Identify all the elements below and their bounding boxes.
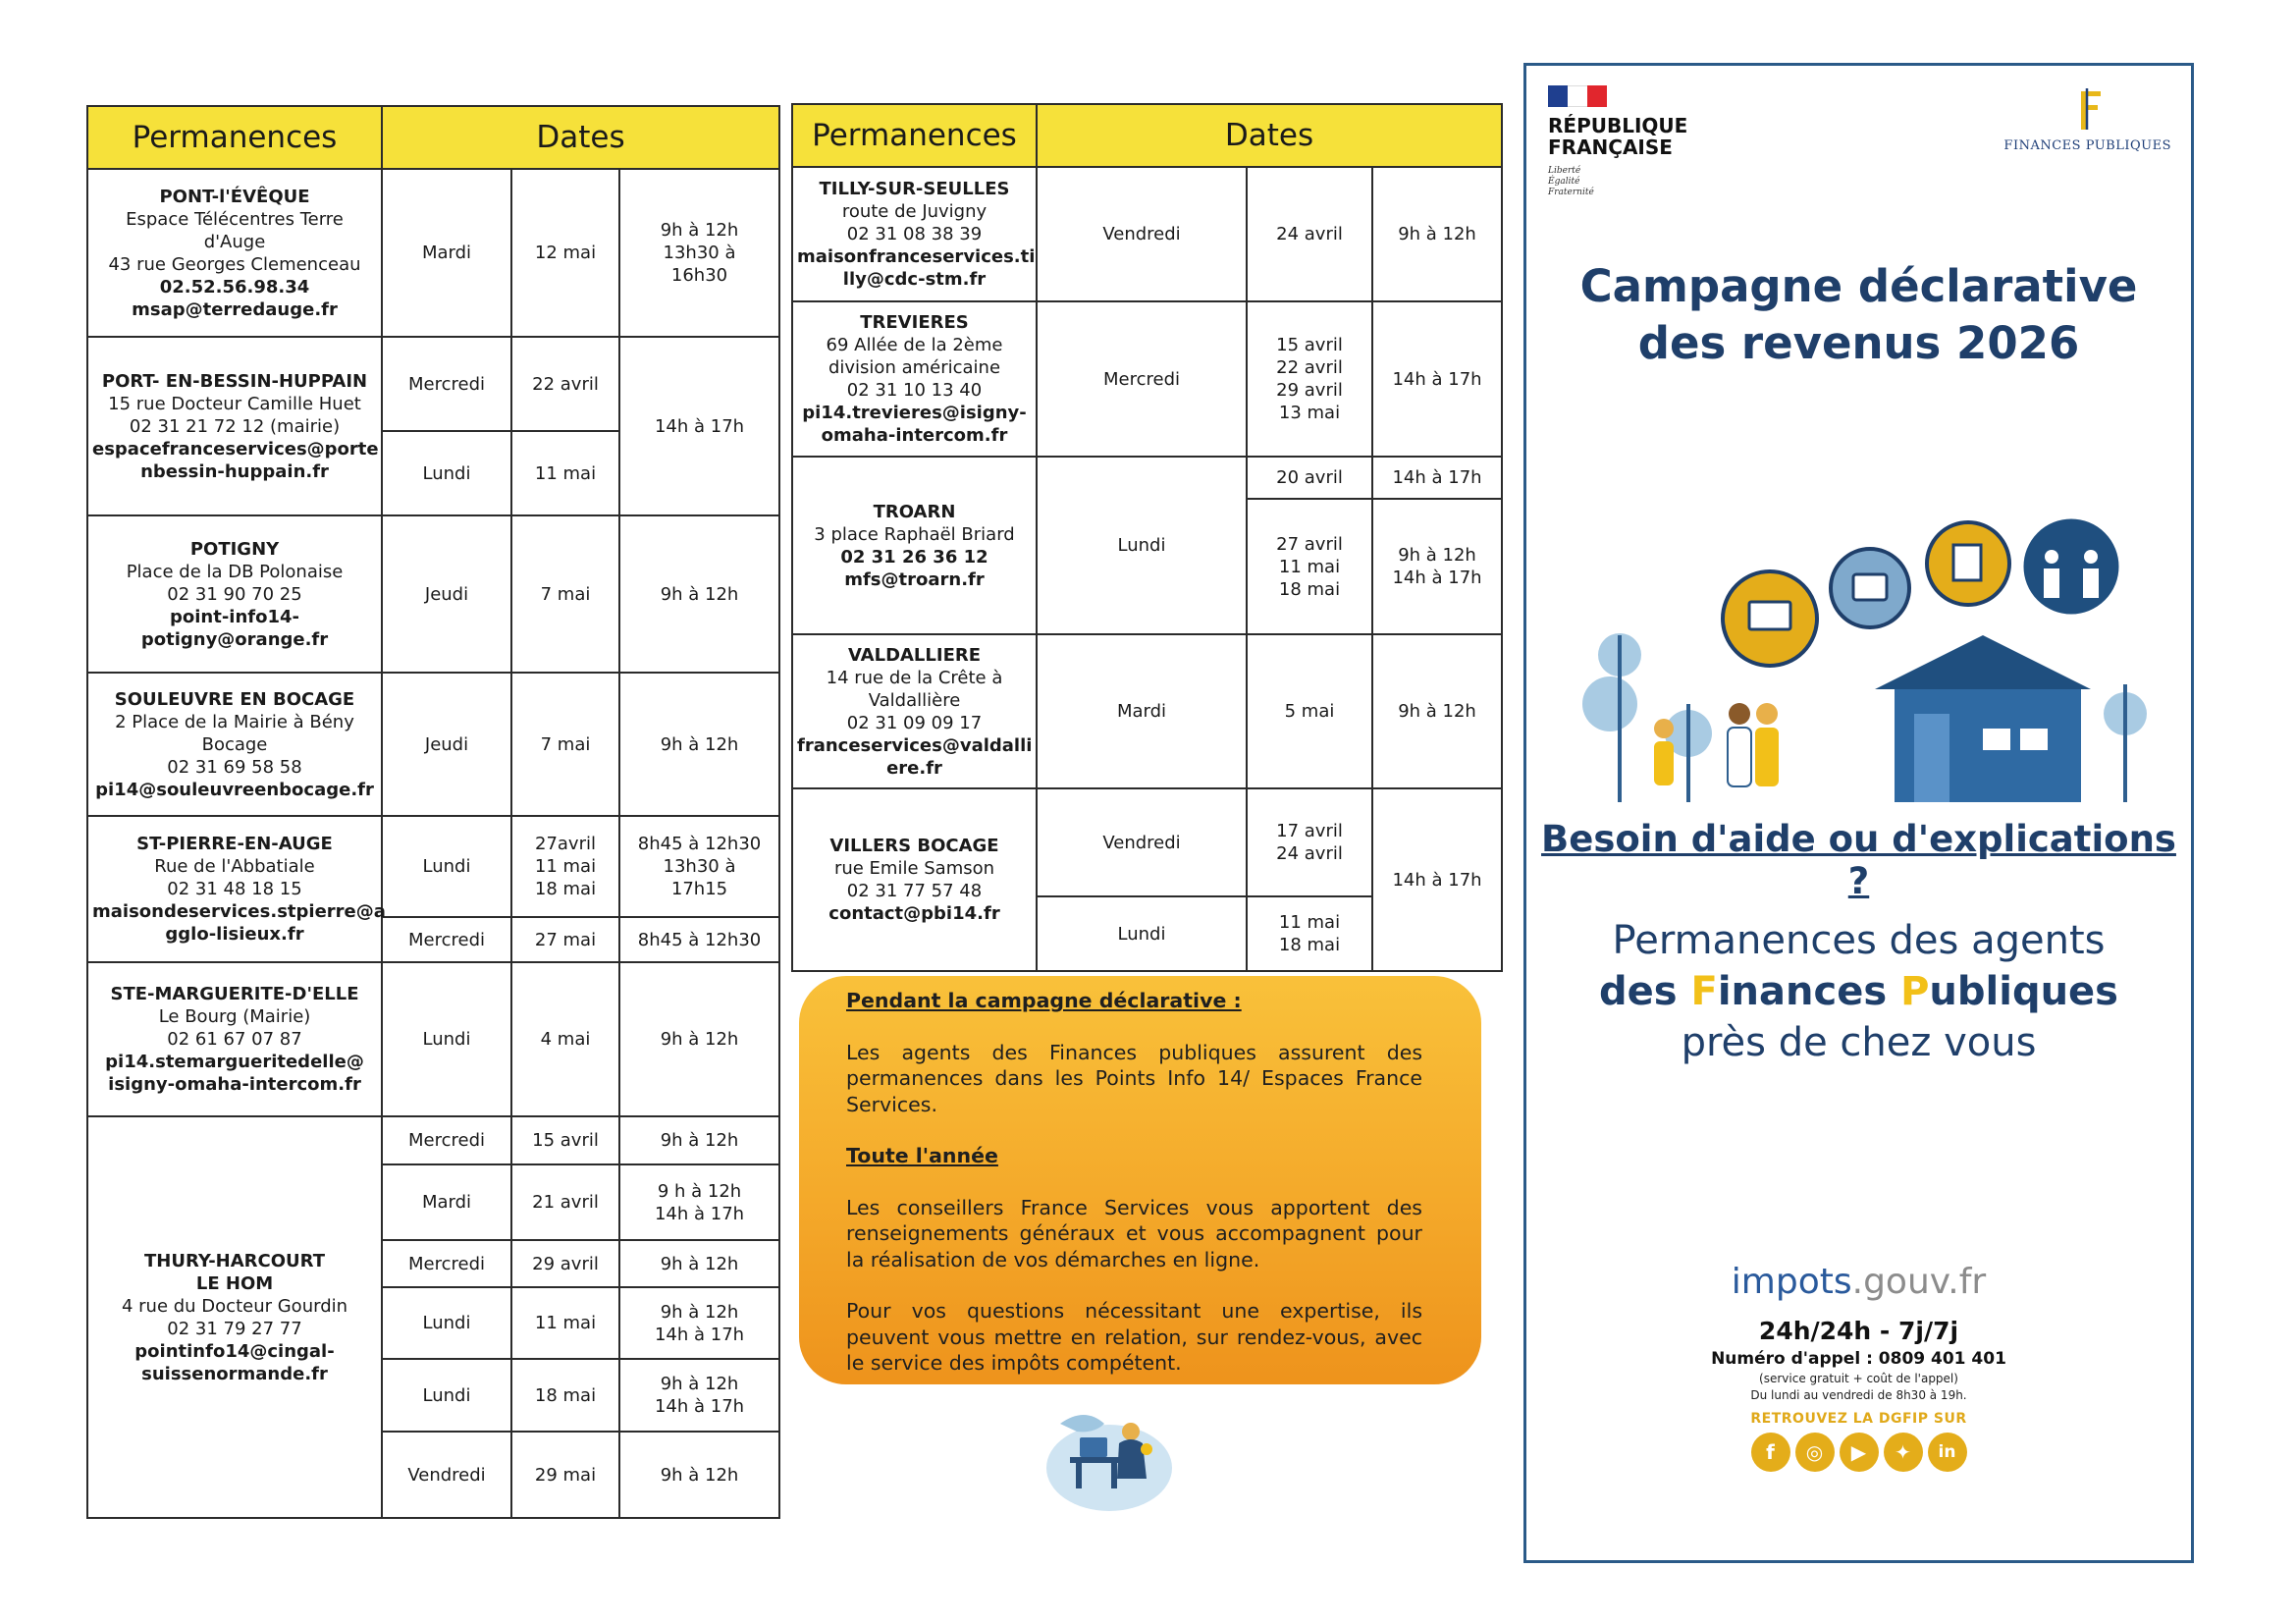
date-cell: 22 avril (511, 337, 619, 431)
day-cell: Lundi (1037, 896, 1247, 971)
hours-cell: 14h à 17h (619, 337, 779, 515)
dgfip-social-heading: RETROUVEZ LA DGFIP SUR (1750, 1411, 1967, 1427)
facebook-icon[interactable]: f (1751, 1433, 1790, 1472)
date-cell: 27avril 11 mai 18 mai (511, 816, 619, 917)
day-cell: Vendredi (382, 1432, 511, 1518)
agent-at-desk-illustration (1041, 1394, 1178, 1512)
phone-number: Numéro d'appel : 0809 401 401 (1711, 1349, 2006, 1369)
impots-gouv-link[interactable]: impots.gouv.fr (1731, 1262, 1987, 1302)
hours-cell: 9h à 12h (619, 515, 779, 673)
location-potigny: POTIGNY Place de la DB Polonaise 02 31 90 70 25 point-info14- potigny@orange.fr (87, 515, 382, 673)
date-cell: 11 mai (511, 1287, 619, 1359)
day-cell: Jeudi (382, 673, 511, 816)
permanences-table-left (86, 105, 780, 1519)
hours-cell: 9h à 12h 13h30 à 16h30 (619, 169, 779, 337)
availability-hours: 24h/24h - 7j/7j (1758, 1317, 1959, 1345)
info-heading-year: Toute l'année (846, 1144, 998, 1167)
day-cell: Mercredi (382, 337, 511, 431)
location-trevieres: TREVIERES 69 Allée de la 2ème division américaine 02 31 10 13 40 pi14.trevieres@isigny- omaha-intercom.fr (792, 301, 1037, 457)
hours-cell: 9 h à 12h 14h à 17h (619, 1164, 779, 1240)
date-cell: 18 mai (511, 1359, 619, 1432)
location-pont-leveque: PONT-l'ÉVÊQUE Espace Télécentres Terre d'Auge 43 rue Georges Clemenceau 02.52.56.98.34 msap@terredauge.fr (87, 169, 382, 337)
day-cell: Lundi (382, 962, 511, 1116)
hours-cell: 14h à 17h (1372, 457, 1502, 499)
finances-publiques-logo: FINANCES PUBLIQUES (2003, 85, 2171, 153)
day-cell: Vendredi (1037, 788, 1247, 896)
date-cell: 15 avril (511, 1116, 619, 1164)
info-box (799, 976, 1481, 1384)
location-tilly-sur-seulles: TILLY-SUR-SEULLES route de Juvigny 02 31 08 38 39 maisonfranceservices.ti lly@cdc-stm.fr (792, 167, 1037, 301)
permanences-table-right (791, 103, 1503, 972)
republique-francaise-logo: RÉPUBLIQUE FRANÇAISE Liberté Égalité Fraternité (1548, 85, 1687, 198)
finances-publiques-icon (2063, 85, 2112, 135)
date-cell: 17 avril 24 avril (1247, 788, 1372, 896)
date-cell: 5 mai (1247, 634, 1372, 788)
hours-cell: 14h à 17h (1372, 301, 1502, 457)
date-cell: 7 mai (511, 673, 619, 816)
campaign-title: Campagne déclarative des revenus 2026 (1579, 260, 2138, 369)
date-cell: 15 avril 22 avril 29 avril 13 mai (1247, 301, 1372, 457)
location-souleuvre: SOULEUVRE EN BOCAGE 2 Place de la Mairie à Bény Bocage 02 31 69 58 58 pi14@souleuvreenbocage.fr (87, 673, 382, 816)
date-cell: 27 avril 11 mai 18 mai (1247, 499, 1372, 634)
hours-cell: 9h à 12h (619, 1240, 779, 1287)
location-st-pierre-en-auge: ST-PIERRE-EN-AUGE Rue de l'Abbatiale 02 31 48 18 15 maisondeservices.stpierre@a gglo-lisieux.fr (87, 816, 382, 962)
location-ste-marguerite: STE-MARGUERITE-D'ELLE Le Bourg (Mairie) 02 61 67 07 87 pi14.stemargueritedelle@ isigny-omaha-intercom.fr (87, 962, 382, 1116)
day-cell: Mardi (382, 169, 511, 337)
phone-hours-note: Du lundi au vendredi de 8h30 à 19h. (1750, 1388, 1967, 1402)
location-villers-bocage: VILLERS BOCAGE rue Emile Samson 02 31 77 57 48 contact@pbi14.fr (792, 788, 1037, 971)
day-cell: Mercredi (382, 1240, 511, 1287)
date-cell: 20 avril (1247, 457, 1372, 499)
day-cell: Lundi (382, 816, 511, 917)
header-dates: Dates (382, 106, 779, 169)
info-heading-campaign: Pendant la campagne déclarative : (846, 989, 1242, 1012)
header-permanences: Permanences (87, 106, 382, 169)
day-cell: Mercredi (382, 1116, 511, 1164)
instagram-icon[interactable]: ◎ (1795, 1433, 1835, 1472)
location-valdalliere: VALDALLIERE 14 rue de la Crête à Valdallière 02 31 09 09 17 franceservices@valdalli ere.fr (792, 634, 1037, 788)
day-cell: Vendredi (1037, 167, 1247, 301)
info-paragraph: Pour vos questions nécessitant une expertise, ils peuvent vous mettre en relation, sur rendez-vous, avec le service des impôts compétent. (846, 1299, 1422, 1375)
date-cell: 29 mai (511, 1432, 619, 1518)
info-paragraph: Les agents des Finances publiques assurent des permanences dans les Points Info 14/ Espaces France Services. (846, 1040, 1422, 1116)
day-cell: Mardi (1037, 634, 1247, 788)
french-flag-icon (1548, 85, 1607, 107)
day-cell: Lundi (382, 431, 511, 515)
hours-cell: 9h à 12h (1372, 634, 1502, 788)
hours-cell: 9h à 12h (619, 1432, 779, 1518)
day-cell: Lundi (1037, 457, 1247, 634)
day-cell: Mercredi (1037, 301, 1247, 457)
hours-cell: 9h à 12h (619, 673, 779, 816)
location-thury-harcourt: THURY-HARCOURT LE HOM 4 rue du Docteur Gourdin 02 31 79 27 77 pointinfo14@cingal- suissenormande.fr (87, 1116, 382, 1518)
date-cell: 27 mai (511, 917, 619, 962)
date-cell: 4 mai (511, 962, 619, 1116)
day-cell: Jeudi (382, 515, 511, 673)
hours-cell: 9h à 12h 14h à 17h (1372, 499, 1502, 634)
day-cell: Mercredi (382, 917, 511, 962)
help-question: Besoin d'aide ou d'explications ? (1541, 818, 2176, 902)
location-port-en-bessin: PORT- EN-BESSIN-HUPPAIN 15 rue Docteur Camille Huet 02 31 21 72 12 (mairie) espacefranceservices@porte nbessin-huppain.fr (87, 337, 382, 515)
date-cell: 29 avril (511, 1240, 619, 1287)
phone-cost-note: (service gratuit + coût de l'appel) (1759, 1372, 1958, 1385)
location-troarn: TROARN 3 place Raphaël Briard 02 31 26 36 12 mfs@troarn.fr (792, 457, 1037, 634)
info-panel (1523, 63, 2194, 1563)
info-paragraph: Les conseillers France Services vous apportent des renseignements généraux et vous accompagnent pour la réalisation de vos démarches en ligne. (846, 1195, 1422, 1271)
header-dates: Dates (1037, 104, 1502, 167)
hours-cell: 9h à 12h 14h à 17h (619, 1287, 779, 1359)
twitter-icon[interactable]: ✦ (1884, 1433, 1923, 1472)
help-services-illustration (1580, 517, 2150, 812)
date-cell: 11 mai 18 mai (1247, 896, 1372, 971)
hours-cell: 9h à 12h (1372, 167, 1502, 301)
date-cell: 12 mai (511, 169, 619, 337)
hours-cell: 9h à 12h (619, 1116, 779, 1164)
hours-cell: 8h45 à 12h30 13h30 à 17h15 (619, 816, 779, 917)
day-cell: Mardi (382, 1164, 511, 1240)
day-cell: Lundi (382, 1287, 511, 1359)
header-permanences: Permanences (792, 104, 1037, 167)
permanences-subtitle: Permanences des agents des Finances Publiques près de chez vous (1599, 918, 2118, 1065)
linkedin-icon[interactable]: in (1928, 1433, 1967, 1472)
hours-cell: 14h à 17h (1372, 788, 1502, 971)
hours-cell: 8h45 à 12h30 (619, 917, 779, 962)
hours-cell: 9h à 12h 14h à 17h (619, 1359, 779, 1432)
date-cell: 11 mai (511, 431, 619, 515)
youtube-icon[interactable]: ▶ (1840, 1433, 1879, 1472)
date-cell: 7 mai (511, 515, 619, 673)
day-cell: Lundi (382, 1359, 511, 1432)
date-cell: 24 avril (1247, 167, 1372, 301)
date-cell: 21 avril (511, 1164, 619, 1240)
social-links (1526, 1433, 2191, 1472)
hours-cell: 9h à 12h (619, 962, 779, 1116)
